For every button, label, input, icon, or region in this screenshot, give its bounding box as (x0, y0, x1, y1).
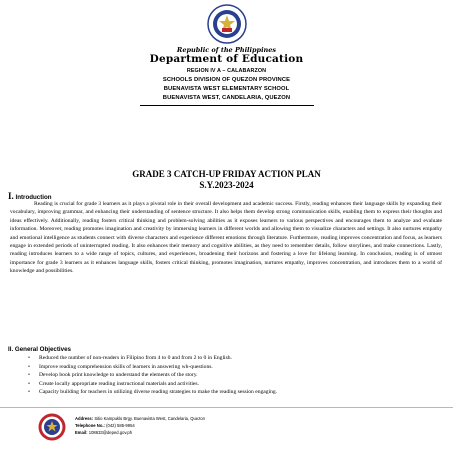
list-item: • Develop book print knowledge to understand the elements of the story. (28, 371, 443, 380)
department-name: Department of Education (149, 53, 304, 65)
telephone-label: Telephone No.: (75, 423, 105, 428)
footer-divider (0, 407, 453, 408)
footer-contact (75, 415, 205, 436)
list-item: • Create locally appropriate reading instructional materials and activities. (28, 380, 443, 389)
section-number: II. (8, 346, 14, 353)
school-year: S.Y.2023-2024 (199, 180, 254, 190)
section-number: I. (8, 191, 14, 201)
address-value: Sitio Kampuklo Brgy. Buenavista West, Candelaria, Quezon (94, 416, 205, 421)
footer-email (75, 429, 205, 436)
header-divider (140, 105, 314, 106)
list-item: • Reduced the number of non-readers in Filipino from 4 to 0 and from 2 to 0 in English. (28, 354, 443, 363)
address-label: Address: (75, 416, 94, 421)
school-seal-icon (38, 413, 66, 441)
footer-telephone (75, 422, 205, 429)
school-name: BUENAVISTA WEST ELEMENTARY SCHOOL (163, 86, 290, 92)
telephone-value: (042) 585-9954 (106, 423, 135, 428)
school-address: BUENAVISTA WEST, CANDELARIA, QUEZON (162, 95, 291, 101)
objectives-list (28, 354, 443, 397)
objectives-heading (8, 346, 71, 353)
footer-address (75, 415, 205, 422)
email-label: Email: (75, 430, 88, 435)
division-line: SCHOOLS DIVISION OF QUEZON PROVINCE (162, 77, 291, 83)
republic-line: Republic of the Philippines (176, 46, 277, 54)
section-title: Introduction (15, 194, 52, 201)
introduction-paragraph: Reading is crucial for grade 3 learners as it plays a pivotal role in their overall development and academic success. Firstly, reading enhances their language skills by expanding their vocabulary, improving grammar, and enhancing their understanding of sentence structure. It also helps them develop strong communication skills, enabling them to express their thoughts and ideas effectively. Additionally, reading fosters critical thinking and problem-solving abilities as it exposes learners to various perspectives and encourages them to analyze and evaluate information. Moreover, reading promotes imagination and creativity by immersing learners in different worlds and allowing them to visualize characters and settings. It also nurtures empathy and emotional intelligence as students connect with diverse characters and experience different emotions through literature. Furthermore, reading improves concentration and focus, as learners engage in extended periods of uninterrupted reading. It also enhances their memory and cognitive abilities, as they need to remember details, follow storylines, and make connections. Lastly, reading introduces learners to a wide range of topics, cultures, and experiences, broadening their horizons and fostering a love for lifelong learning. In conclusion, reading is of utmost importance for grade 3 learners as it enhances language skills, fosters critical thinking, promotes imagination, nurtures empathy, improves concentration, and introduces them to a world of knowledge and possibilities. (10, 201, 442, 275)
document-title: GRADE 3 CATCH-UP FRIDAY ACTION PLAN (132, 169, 321, 179)
deped-seal-icon (207, 4, 247, 44)
section-title: General Objectives (14, 346, 71, 353)
list-item: • Capacity building for teachers in utilizing diverse reading strategies to make the reading session engaging. (28, 388, 443, 397)
list-item: • Improve reading comprehension skills of learners in answering wh-questions. (28, 363, 443, 372)
email-value: 108633@deped.gov.ph (88, 430, 133, 435)
region-line: REGION IV A – CALABARZON (186, 68, 267, 74)
